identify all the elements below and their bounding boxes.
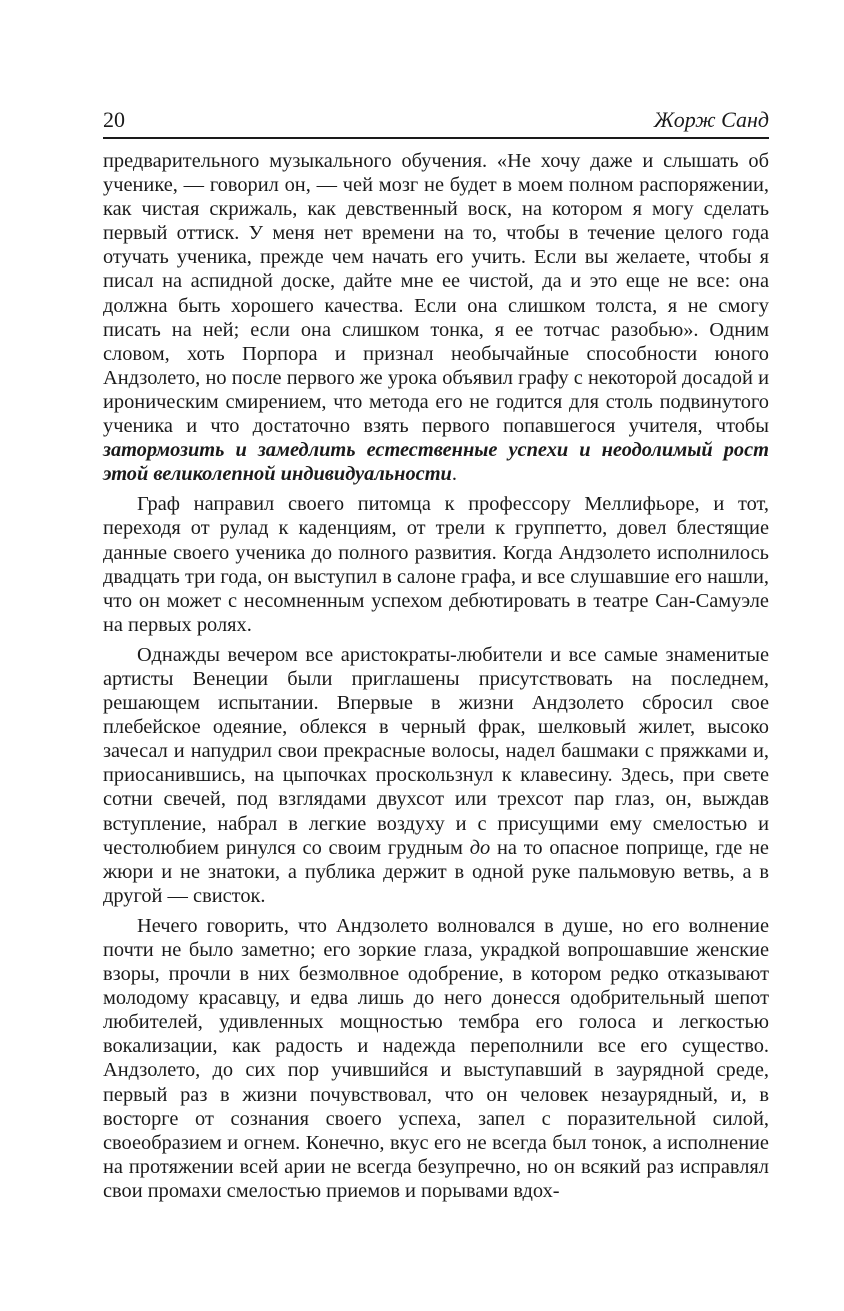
- paragraph-2-text: Граф направил своего питомца к профессору Меллифьоре, и тот, переходя от рулад к каденциям, от трели к группетто, довел блестящие данные своего ученика до полного развития. Когда Андзолето исполнилось двадцать три года, он выступил в салоне графа, и все слушавшие его нашли, что он может с несомненным успехом дебютировать в театре Сан-Самуэле на первых ролях.: [103, 493, 769, 636]
- running-head: [103, 107, 769, 139]
- body-text: [103, 149, 769, 1203]
- paragraph-4: [103, 914, 769, 1203]
- paragraph-1-text: предварительного музыкального обучения. «Не хочу даже и слышать об ученике, — говорил он, — чей мозг не будет в моем полном распоряжении, как чистая скрижаль, как девственный воск, на котором я могу сделать первый оттиск. У меня нет времени на то, чтобы в течение целого года отучать ученика, прежде чем начать его учить. Если вы желаете, чтобы я писал на аспидной доске, дайте мне ее чистой, да и это еще не все: она должна быть хорошего качества. Если она слишком толста, я не смогу писать на ней; если она слишком тонка, я ее тотчас разобью». Одним словом, хоть Порпора и признал необычайные способности юного Андзолето, но после первого же урока объявил графу с некоторой досадой и ироническим смирением, что метода его не годится для столь подвинутого ученика и что достаточно взять первого попавшегося учителя, чтобы: [103, 150, 769, 438]
- paragraph-1-end: .: [451, 463, 457, 486]
- paragraph-1: [103, 149, 769, 486]
- paragraph-2: [103, 492, 769, 637]
- paragraph-3-end: на то опасное поприще, где не жюри и не знатоки, а публика держит в одной руке пальмовую ветвь, а в другой — свисток.: [103, 836, 769, 907]
- paragraph-4-text: Нечего говорить, что Андзолето волновался в душе, но его волнение почти не было заметно; его зоркие глаза, украдкой вопрошавшие женские взоры, прочли в них безмолвное одобрение, в котором редко отказывают молодому красавцу, и едва лишь до него донесся одобрительный шепот любителей, удивленных мощностью тембра его голоса и легкостью вокализации, как радость и надежда переполнили все его существо. Андзолето, до сих пор учившийся и выступавший в заурядной среде, первый раз в жизни почувствовал, что он человек незаурядный, и, в восторге от сознания своего успеха, запел с поразительной силой, своеобразием и огнем. Конечно, вкус его не всегда был тонок, а исполнение на протяжении всей арии не всегда безупречно, но он всякий раз исправлял свои промахи смелостью приемов и порывами вдох-: [103, 914, 769, 1202]
- paragraph-3-text: Однажды вечером все аристократы-любители и все самые знаменитые артисты Венеции были приглашены присутствовать на последнем, решающем испытании. Впервые в жизни Андзолето сбросил свое плебейское одеяние, облекся в черный фрак, шелковый жилет, высоко зачесал и напудрил свои прекрасные волосы, надел башмаки с пряжками и, приосанившись, на цыпочках проскользнул к клавесину. Здесь, при свете сотни свечей, под взглядами двухсот или трехсот пар глаз, он, выждав вступление, набрал в легкие воздуху и с присущими ему смелостью и честолюбием ринулся со своим грудным: [103, 643, 769, 859]
- paragraph-1-emphasis: затормозить и замедлить естественные успехи и неодолимый рост этой великолепной индивидуальности: [103, 439, 769, 486]
- page-number: 20: [103, 107, 125, 132]
- paragraph-3: [103, 643, 769, 908]
- running-title: Жорж Санд: [653, 107, 769, 132]
- paragraph-3-note: до: [469, 836, 491, 859]
- book-page: [103, 107, 769, 1209]
